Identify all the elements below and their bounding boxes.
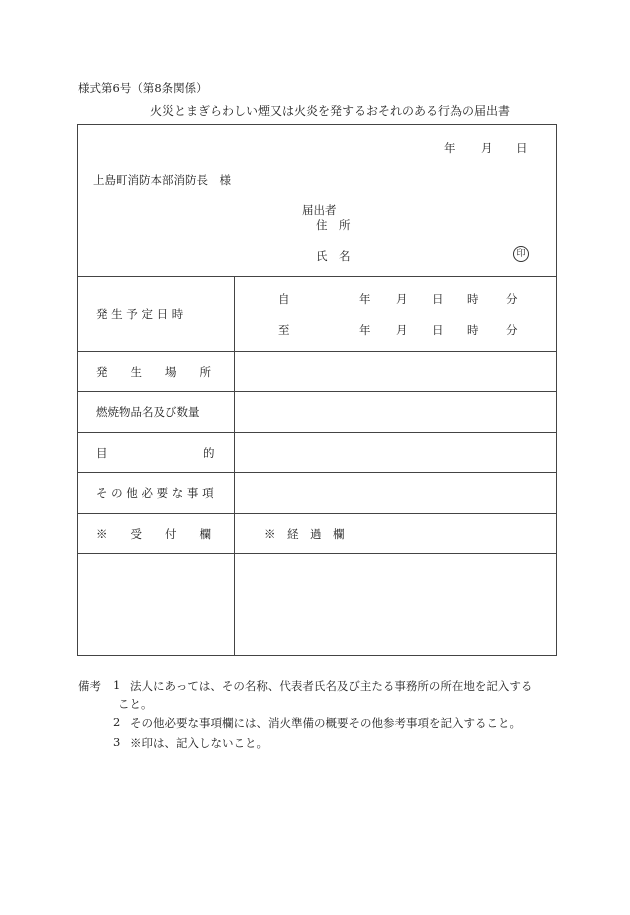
materials-label: 燃焼物品名及び数量 bbox=[96, 405, 200, 419]
progress-label: ※ 経 過 欄 bbox=[264, 527, 345, 541]
to-month: 月 bbox=[396, 323, 408, 337]
to-label: 至 bbox=[278, 323, 290, 337]
notifier-label: 届出者 bbox=[302, 203, 337, 217]
to-hour: 時 bbox=[467, 323, 479, 337]
from-year: 年 bbox=[359, 292, 371, 306]
name-label: 氏 名 bbox=[316, 249, 351, 263]
to-year: 年 bbox=[359, 323, 371, 337]
note-3-number: 3 bbox=[113, 735, 121, 749]
note-1-number: 1 bbox=[113, 678, 121, 692]
from-hour: 時 bbox=[467, 292, 479, 306]
notes-heading: 備考 bbox=[78, 679, 101, 693]
other-label: そ の 他 必 要 な 事 項 bbox=[96, 486, 214, 500]
schedule-label: 発 生 予 定 日 時 bbox=[96, 307, 184, 321]
date-month: 月 bbox=[481, 141, 493, 155]
from-month: 月 bbox=[396, 292, 408, 306]
form-number: 様式第6号（第8条関係） bbox=[78, 81, 208, 95]
seal-mark: 印 bbox=[513, 246, 529, 262]
purpose-label-left: 目 bbox=[96, 446, 108, 460]
purpose-label-right: 的 bbox=[203, 446, 215, 460]
to-day: 日 bbox=[432, 323, 444, 337]
form-title: 火災とまぎらわしい煙又は火炎を発するおそれのある行為の届出書 bbox=[150, 104, 511, 118]
recipient: 上島町消防本部消防長 様 bbox=[93, 173, 231, 187]
note-1-line-2: こと。 bbox=[118, 697, 153, 711]
location-label: 発 生 場 所 bbox=[96, 365, 211, 379]
date-day: 日 bbox=[516, 141, 528, 155]
from-minute: 分 bbox=[506, 292, 518, 306]
note-2-number: 2 bbox=[113, 715, 121, 729]
from-label: 自 bbox=[278, 292, 290, 306]
note-3-text: ※印は、記入しないこと。 bbox=[130, 736, 268, 750]
from-day: 日 bbox=[432, 292, 444, 306]
date-year: 年 bbox=[444, 141, 456, 155]
note-1-line-1: 法人にあっては、その名称、代表者氏名及び主たる事務所の所在地を記入する bbox=[130, 679, 533, 693]
to-minute: 分 bbox=[506, 323, 518, 337]
note-2-text: その他必要な事項欄には、消火準備の概要その他参考事項を記入すること。 bbox=[130, 716, 521, 730]
reception-label: ※ 受 付 欄 bbox=[96, 527, 211, 541]
address-label: 住 所 bbox=[316, 218, 351, 232]
